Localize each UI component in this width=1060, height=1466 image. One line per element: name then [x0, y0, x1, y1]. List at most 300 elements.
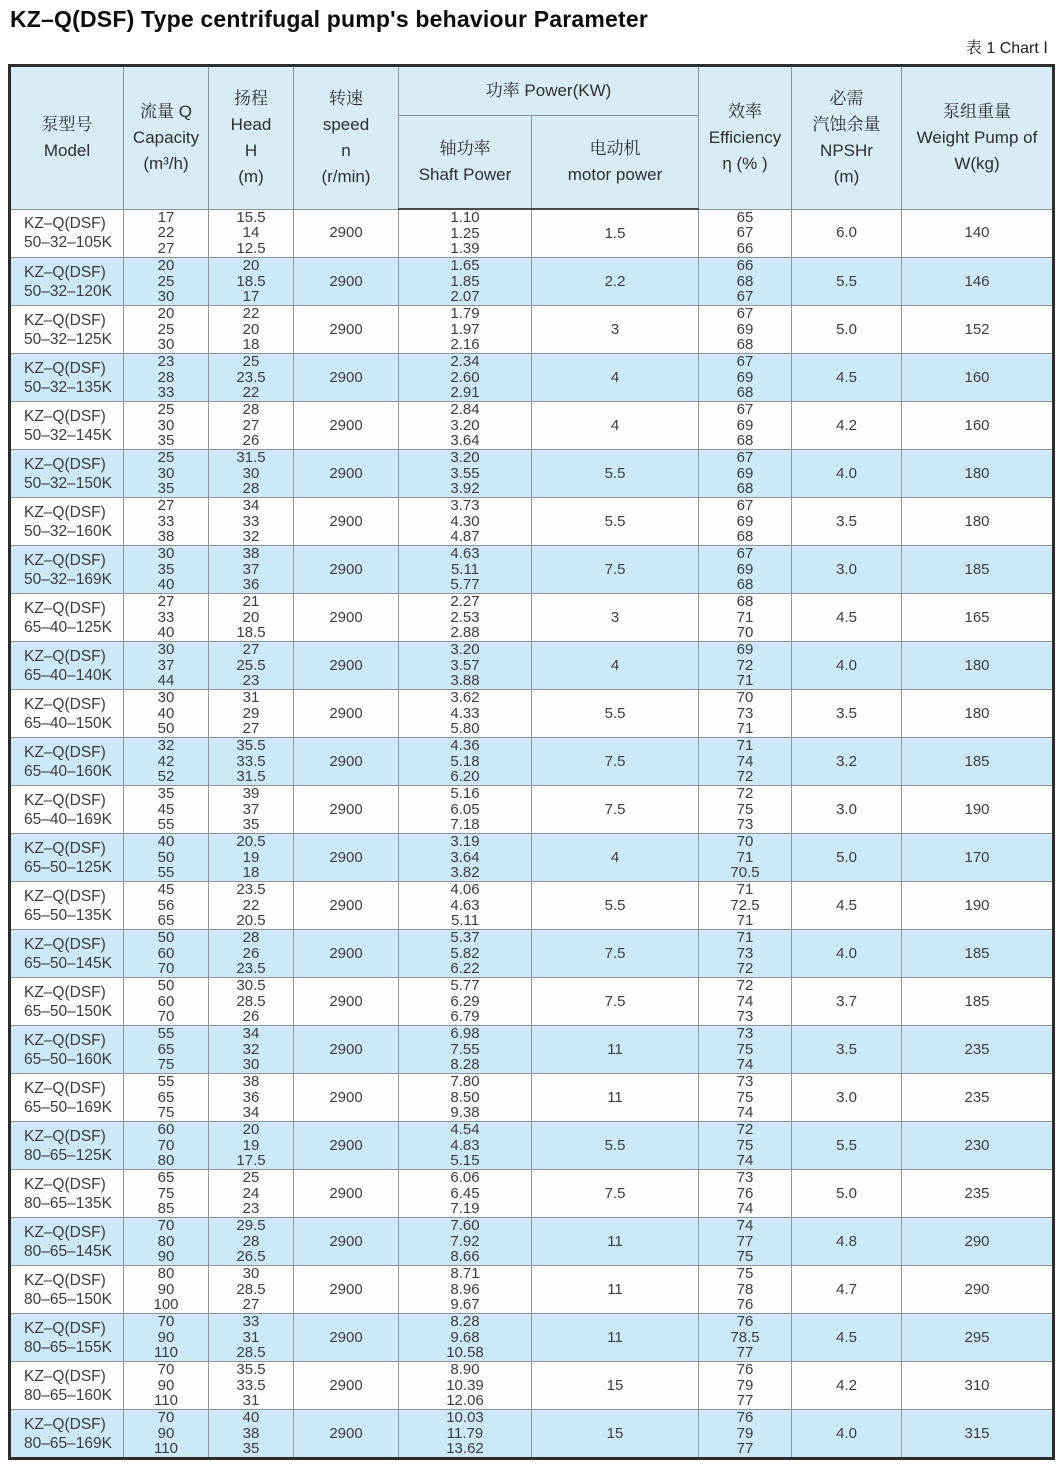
value-line: 7.5 [604, 992, 626, 1010]
value-line: 4 [610, 416, 620, 434]
value-line: 68 [736, 576, 754, 594]
value-line: 4.54 [450, 1121, 480, 1139]
value-line: 68 [736, 384, 754, 402]
model-cell [10, 258, 124, 306]
shaft-power-cell [399, 930, 532, 978]
value-line: 76 [736, 1296, 754, 1314]
value-line: 33 [157, 608, 175, 626]
value-line: 52 [157, 768, 175, 786]
value-line: 190 [964, 800, 990, 818]
value-line: 70 [157, 960, 175, 978]
model-cell [10, 1266, 124, 1314]
value-line: 170 [964, 848, 990, 866]
efficiency-cell [699, 1170, 792, 1218]
value-line: 65–50–169K [24, 1098, 112, 1116]
value-line: 11 [607, 1040, 623, 1058]
header-line: motor power [567, 165, 663, 184]
model-cell [10, 1074, 124, 1122]
motor-power-cell [532, 1266, 699, 1314]
table-row [10, 258, 1054, 306]
shaft-power-cell [399, 1026, 532, 1074]
value-line: 190 [964, 896, 990, 914]
value-line: 13.62 [446, 1440, 484, 1458]
value-line: 72.5 [730, 896, 760, 914]
value-line: 4.2 [836, 416, 857, 434]
value-line: 11 [607, 1088, 623, 1106]
col-header-head [209, 66, 294, 210]
value-line: KZ–Q(DSF) [24, 551, 106, 569]
capacity-cell [124, 354, 209, 402]
value-line: 67 [736, 497, 754, 515]
value-line: 22 [157, 224, 175, 242]
npshr-cell [792, 738, 902, 786]
value-line: 25 [157, 272, 175, 290]
value-line: 2900 [329, 1424, 363, 1442]
value-line: 70 [157, 1136, 175, 1154]
value-line: 3.57 [450, 656, 480, 674]
value-line: 5.77 [450, 977, 480, 995]
value-line: 68 [736, 593, 754, 611]
value-line: 65–40–169K [24, 810, 112, 828]
value-line: 110 [154, 1440, 178, 1458]
value-line: 70 [157, 1409, 175, 1427]
value-line: 75 [736, 1136, 754, 1154]
value-line: 26.5 [236, 1248, 266, 1266]
shaft-power-cell [399, 498, 532, 546]
capacity-cell [124, 978, 209, 1026]
value-line: 4.0 [836, 944, 857, 962]
value-line: 180 [964, 464, 990, 482]
value-line: 235 [964, 1040, 990, 1058]
head-cell [209, 1410, 294, 1459]
value-line: 3.2 [836, 752, 857, 770]
weight-cell [902, 498, 1054, 546]
weight-cell [902, 1314, 1054, 1362]
value-line: 70.5 [730, 864, 760, 882]
value-line: 21 [242, 593, 260, 611]
value-line: 146 [964, 272, 990, 290]
value-line: 20 [157, 305, 175, 323]
value-line: 17.5 [236, 1152, 266, 1170]
model-cell [10, 882, 124, 930]
value-line: 4.30 [450, 512, 480, 530]
value-line: 185 [964, 992, 990, 1010]
value-line: 2.2 [604, 272, 626, 290]
value-line: KZ–Q(DSF) [24, 1127, 106, 1145]
value-line: 3.5 [836, 512, 857, 530]
value-line: 76 [736, 1361, 754, 1379]
value-line: 65 [157, 1169, 175, 1187]
efficiency-cell [699, 594, 792, 642]
value-line: 76 [736, 1184, 754, 1202]
value-line: 7.18 [450, 816, 480, 834]
motor-power-cell [532, 1074, 699, 1122]
model-cell [10, 402, 124, 450]
value-line: 74 [736, 992, 754, 1010]
value-line: 79 [736, 1424, 754, 1442]
weight-cell [902, 738, 1054, 786]
value-line: 7.60 [450, 1217, 480, 1235]
value-line: 185 [964, 944, 990, 962]
value-line: 2.91 [450, 384, 480, 402]
motor-power-cell [532, 402, 699, 450]
value-line: 5.0 [836, 320, 857, 338]
value-line: 73 [736, 1169, 754, 1187]
value-line: 35 [157, 560, 175, 578]
value-line: 71 [736, 608, 754, 626]
value-line: 27 [157, 593, 175, 611]
value-line: 20 [242, 608, 260, 626]
head-cell [209, 1218, 294, 1266]
capacity-cell [124, 1218, 209, 1266]
value-line: 28 [242, 401, 260, 419]
value-line: 23.5 [236, 368, 266, 386]
weight-cell [902, 450, 1054, 498]
shaft-power-cell [399, 546, 532, 594]
value-line: 55 [157, 816, 175, 834]
value-line: 2900 [329, 1280, 363, 1298]
value-line: 23 [242, 672, 260, 690]
value-line: 4.0 [836, 1424, 857, 1442]
value-line: 3.64 [450, 848, 480, 866]
value-line: 2.07 [450, 288, 480, 306]
npshr-cell [792, 882, 902, 930]
model-cell [10, 1122, 124, 1170]
value-line: 4 [610, 848, 620, 866]
value-line: KZ–Q(DSF) [24, 359, 106, 377]
value-line: 25 [242, 353, 260, 371]
value-line: KZ–Q(DSF) [24, 1175, 106, 1193]
head-cell [209, 882, 294, 930]
header-line: 流量 Q [140, 101, 192, 121]
value-line: 32 [242, 528, 260, 546]
table-row [10, 450, 1054, 498]
header-line: speed [322, 114, 370, 134]
table-row [10, 1218, 1054, 1266]
value-line: 28 [242, 480, 260, 498]
value-line: 75 [736, 1248, 754, 1266]
header-line: Capacity [132, 127, 200, 147]
npshr-cell [792, 1170, 902, 1218]
value-line: 44 [157, 672, 175, 690]
npshr-cell [792, 354, 902, 402]
value-line: 28.5 [236, 1344, 266, 1362]
value-line: 79 [736, 1376, 754, 1394]
value-line: 68 [736, 432, 754, 450]
value-line: 23.5 [236, 960, 266, 978]
weight-cell [902, 642, 1054, 690]
value-line: 68 [736, 272, 754, 290]
npshr-cell [792, 1122, 902, 1170]
speed-cell [294, 354, 399, 402]
value-line: 180 [964, 704, 990, 722]
value-line: 6.98 [450, 1025, 480, 1043]
value-line: 20.5 [236, 833, 266, 851]
value-line: 65–50–135K [24, 906, 112, 924]
value-line: 65–50–160K [24, 1050, 112, 1068]
weight-cell [902, 786, 1054, 834]
efficiency-cell [699, 1122, 792, 1170]
value-line: 1.79 [450, 305, 480, 323]
value-line: 10.58 [446, 1344, 484, 1362]
value-line: 4.33 [450, 704, 480, 722]
value-line: 17 [242, 288, 260, 306]
npshr-cell [792, 690, 902, 738]
value-line: 180 [964, 512, 990, 530]
head-cell [209, 1170, 294, 1218]
value-line: KZ–Q(DSF) [24, 503, 106, 521]
value-line: 5.11 [450, 912, 480, 930]
value-line: 30 [157, 416, 175, 434]
model-cell [10, 642, 124, 690]
value-line: 4.5 [836, 896, 857, 914]
efficiency-cell [699, 354, 792, 402]
efficiency-cell [699, 450, 792, 498]
value-line: 18 [242, 864, 260, 882]
value-line: 2900 [329, 656, 363, 674]
value-line: KZ–Q(DSF) [24, 1031, 106, 1049]
value-line: 27 [242, 720, 260, 738]
motor-power-cell [532, 978, 699, 1026]
value-line: 3.20 [450, 641, 480, 659]
shaft-power-cell [399, 978, 532, 1026]
value-line: 27 [242, 641, 260, 659]
value-line: 11 [607, 1232, 623, 1250]
shaft-power-cell [399, 209, 532, 258]
value-line: 2900 [329, 608, 363, 626]
efficiency-cell [699, 930, 792, 978]
value-line: 3.82 [450, 864, 480, 882]
npshr-cell [792, 978, 902, 1026]
value-line: 50–32–169K [24, 570, 112, 588]
value-line: 5.18 [450, 752, 480, 770]
value-line: 27 [242, 1296, 260, 1314]
header-line: NPSHr [820, 140, 873, 160]
value-line: 7.19 [450, 1200, 480, 1218]
value-line: 160 [964, 416, 990, 434]
value-line: 31.5 [236, 449, 266, 467]
value-line: 5.5 [604, 464, 626, 482]
speed-cell [294, 546, 399, 594]
value-line: 33.5 [236, 1376, 266, 1394]
value-line: 3.0 [836, 800, 857, 818]
head-cell [209, 786, 294, 834]
efficiency-cell [699, 786, 792, 834]
value-line: 29 [242, 704, 260, 722]
value-line: 230 [964, 1136, 990, 1154]
value-line: 3 [610, 320, 620, 338]
value-line: 31 [242, 689, 260, 707]
value-line: 33 [242, 1313, 260, 1331]
value-line: 71 [736, 881, 754, 899]
motor-power-cell [532, 594, 699, 642]
value-line: 75 [736, 800, 754, 818]
efficiency-cell [699, 1410, 792, 1459]
value-line: 28.5 [236, 1280, 266, 1298]
value-line: 310 [964, 1376, 990, 1394]
value-line: 11 [607, 1280, 623, 1298]
value-line: 7.92 [450, 1232, 480, 1250]
speed-cell [294, 1266, 399, 1314]
motor-power-cell [532, 1314, 699, 1362]
value-line: 22 [242, 384, 260, 402]
value-line: 11 [607, 1328, 623, 1346]
value-line: 38 [242, 545, 260, 563]
col-header-npshr [792, 66, 902, 210]
value-line: 19 [242, 1136, 260, 1154]
value-line: KZ–Q(DSF) [24, 743, 106, 761]
value-line: 5.5 [604, 1136, 626, 1154]
efficiency-cell [699, 258, 792, 306]
value-line: 6.06 [450, 1169, 480, 1187]
capacity-cell [124, 258, 209, 306]
value-line: 23 [157, 353, 175, 371]
model-cell [10, 209, 124, 258]
table-row [10, 1410, 1054, 1459]
speed-cell [294, 209, 399, 258]
shaft-power-cell [399, 450, 532, 498]
value-line: 67 [736, 224, 754, 242]
value-line: 15 [606, 1376, 624, 1394]
value-line: 69 [736, 464, 754, 482]
table-row [10, 354, 1054, 402]
table-row [10, 209, 1054, 258]
capacity-cell [124, 786, 209, 834]
value-line: 90 [157, 1424, 175, 1442]
efficiency-cell [699, 738, 792, 786]
capacity-cell [124, 1026, 209, 1074]
value-line: 65–50–150K [24, 1002, 112, 1020]
value-line: 67 [736, 305, 754, 323]
table-row [10, 786, 1054, 834]
value-line: KZ–Q(DSF) [24, 263, 106, 281]
value-line: 73 [736, 944, 754, 962]
value-line: 36 [242, 1088, 260, 1106]
value-line: 15.5 [236, 209, 266, 226]
value-line: 8.96 [450, 1280, 480, 1298]
table-row [10, 930, 1054, 978]
value-line: 69 [736, 641, 754, 659]
value-line: 28 [157, 368, 175, 386]
value-line: 36 [242, 576, 260, 594]
value-line: 160 [964, 368, 990, 386]
header-line: H [244, 140, 258, 160]
value-line: 4.83 [450, 1136, 480, 1154]
value-line: 45 [157, 881, 175, 899]
efficiency-cell [699, 546, 792, 594]
motor-power-cell [532, 450, 699, 498]
capacity-cell [124, 882, 209, 930]
value-line: 9.67 [450, 1296, 480, 1314]
value-line: 65–50–125K [24, 858, 112, 876]
value-line: 90 [157, 1328, 175, 1346]
value-line: 34 [242, 1104, 260, 1122]
value-line: 78 [736, 1280, 754, 1298]
motor-power-cell [532, 882, 699, 930]
table-row [10, 1074, 1054, 1122]
value-line: KZ–Q(DSF) [24, 983, 106, 1001]
motor-power-cell [532, 1026, 699, 1074]
value-line: 4.06 [450, 881, 480, 899]
col-header-capacity [124, 66, 209, 210]
value-line: 40 [157, 624, 175, 642]
model-cell [10, 450, 124, 498]
weight-cell [902, 546, 1054, 594]
value-line: 2900 [329, 1040, 363, 1058]
value-line: 19 [242, 848, 260, 866]
head-cell [209, 690, 294, 738]
motor-power-cell [532, 306, 699, 354]
shaft-power-cell [399, 882, 532, 930]
value-line: 70 [157, 1313, 175, 1331]
value-line: 4.5 [836, 608, 857, 626]
value-line: 7.5 [604, 944, 626, 962]
value-line: 2900 [329, 1232, 363, 1250]
value-line: 20 [242, 320, 260, 338]
value-line: 3.73 [450, 497, 480, 515]
value-line: 67 [736, 545, 754, 563]
value-line: 25 [157, 320, 175, 338]
value-line: 315 [964, 1424, 990, 1442]
model-cell [10, 1314, 124, 1362]
value-line: 22 [242, 896, 260, 914]
value-line: 4 [610, 656, 620, 674]
value-line: 4.7 [836, 1280, 857, 1298]
value-line: 4.63 [450, 545, 480, 563]
value-line: 3 [610, 608, 620, 626]
value-line: 2.88 [450, 624, 480, 642]
value-line: 6.79 [450, 1008, 480, 1026]
value-line: 5.77 [450, 576, 480, 594]
value-line: 27 [157, 497, 175, 515]
model-cell [10, 594, 124, 642]
motor-power-cell [532, 258, 699, 306]
model-cell [10, 1362, 124, 1410]
header-line: 必需 [829, 88, 864, 108]
head-cell [209, 642, 294, 690]
value-line: 65–40–160K [24, 762, 112, 780]
efficiency-cell [699, 402, 792, 450]
weight-cell [902, 1266, 1054, 1314]
value-line: 185 [964, 560, 990, 578]
value-line: 75 [736, 1265, 754, 1283]
head-cell [209, 546, 294, 594]
value-line: 28.5 [236, 992, 266, 1010]
weight-cell [902, 930, 1054, 978]
value-line: 37 [157, 656, 175, 674]
speed-cell [294, 258, 399, 306]
value-line: 1.25 [450, 224, 480, 242]
value-line: 80–65–125K [24, 1146, 112, 1164]
speed-cell [294, 930, 399, 978]
head-cell [209, 1314, 294, 1362]
capacity-cell [124, 930, 209, 978]
col-header-shaft-power [399, 116, 532, 210]
capacity-cell [124, 1410, 209, 1459]
value-line: 2900 [329, 224, 363, 242]
value-line: 100 [153, 1296, 179, 1314]
header-line: 扬程 [234, 88, 268, 108]
model-cell [10, 354, 124, 402]
value-line: 72 [736, 977, 754, 995]
model-cell [10, 738, 124, 786]
value-line: 185 [964, 752, 990, 770]
value-line: 65 [736, 209, 754, 226]
speed-cell [294, 450, 399, 498]
value-line: 7.5 [604, 800, 626, 818]
value-line: 25 [157, 449, 175, 467]
col-header-efficiency [699, 66, 792, 210]
